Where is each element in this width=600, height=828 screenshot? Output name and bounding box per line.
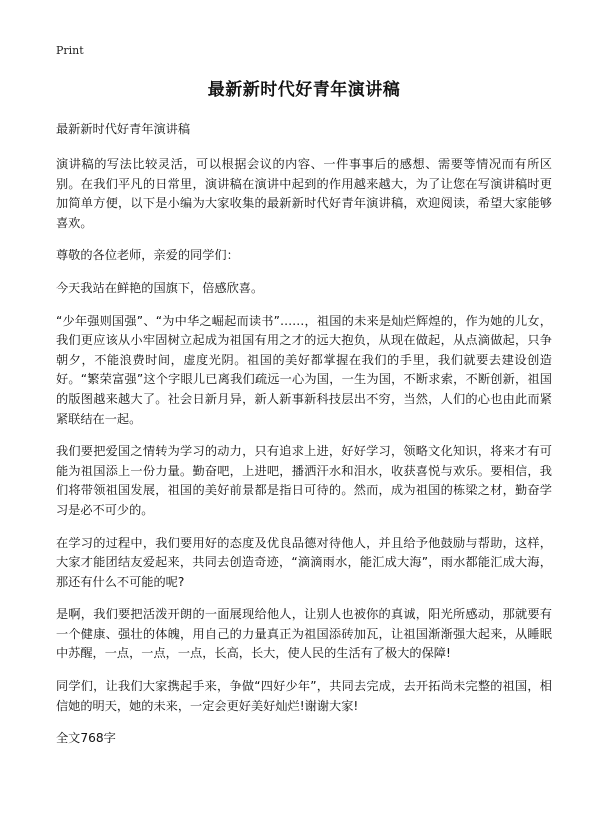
body-paragraph-1: “少年强则国强”、“为中华之崛起而读书”……，祖国的未来是灿烂辉煌的，作为她的儿女，我们更应该从小牢固树立起成为祖国有用之才的远大抱负，从现在做起，从点滴做起，只争朝夕，不能浪费时间，虚度光阴。祖国的美好都掌握在我们的手里，我们就要去建设创造好。“繁荣富强”这个字眼儿已离我们疏远一心为国，一生为国，不断求索，不断创新，祖国的版图越来越大了。社会日新月异，新人新事新科技层出不穷，当然，人们的心也由此而紧紧联结在一起。 — [56, 313, 552, 426]
opening-paragraph: 今天我站在鲜艳的国旗下，倍感欣喜。 — [56, 280, 264, 295]
page-title: 最新新时代好青年演讲稿 — [207, 80, 401, 100]
intro-paragraph: 演讲稿的写法比较灵活，可以根据会议的内容、一件事事后的感想、需要等情况而有所区别。在我们平凡的日常里，演讲稿在演讲中起到的作用越来越大，为了让您在写演讲稿时更加简单方便，以下是小编为大家收集的最新新时代好青年演讲稿，欢迎阅读，希望大家能够喜欢。 — [56, 157, 552, 230]
print-link[interactable]: Print — [56, 44, 84, 57]
closing-paragraph: 同学们，让我们大家携起手来，争做“四好少年”，共同去完成，去开拓尚未完整的祖国，相信她的明天，她的未来，一定会更好美好灿烂!谢谢大家! — [56, 679, 552, 713]
document-subtitle: 最新新时代好青年演讲稿 — [56, 122, 191, 136]
salutation-paragraph: 尊敬的各位老师，亲爱的同学们： — [56, 248, 239, 263]
body-paragraph-3: 在学习的过程中，我们要用好的态度及优良品德对待他人，并且给予他鼓励与帮助，这样，大家才能团结友爱起来，共同去创造奇迹，“滴滴雨水，能汇成大海”，雨水都能汇成大海，那还有什么不可能的呢? — [56, 535, 552, 589]
body-paragraph-4: 是啊，我们要把活泼开朗的一面展现给他人，让别人也被你的真诚，阳光所感动，那就要有一个健康、强壮的体魄，用自己的力量真正为祖国添砖加瓦，让祖国渐渐强大起来，从睡眠中苏醒，一点，一点，一点，长高，长大，使人民的生活有了极大的保障! — [56, 607, 552, 661]
word-count: 全文768字 — [56, 731, 116, 746]
body-paragraph-2: 我们要把爱国之情转为学习的动力，只有追求上进，好好学习，领略文化知识，将来才有可能为祖国添上一份力量。勤奋吧，上进吧，播洒汗水和泪水，收获喜悦与欢乐。要相信，我们将带领祖国发展，祖国的美好前景都是指日可待的。然而，成为祖国的栋梁之材，勤奋学习是必不可少的。 — [56, 444, 552, 517]
